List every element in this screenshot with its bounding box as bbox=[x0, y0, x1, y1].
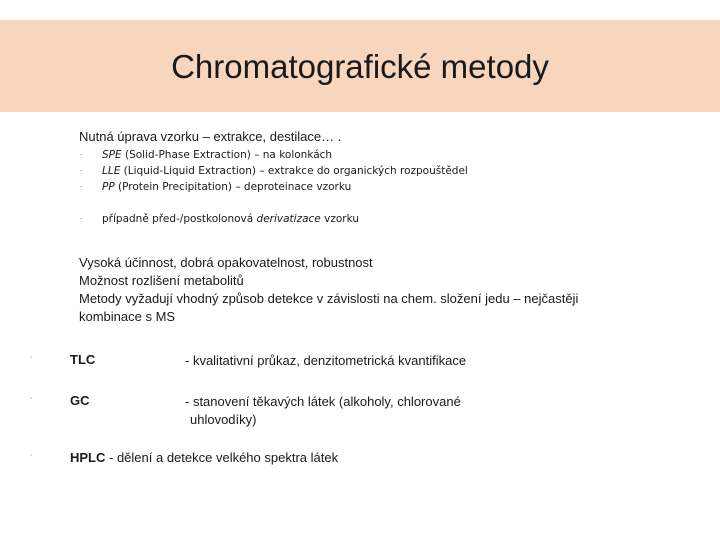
technique-desc bbox=[185, 393, 461, 429]
bullet-icon: · bbox=[80, 151, 83, 159]
item-abbr: LLE bbox=[102, 165, 121, 177]
list-item bbox=[80, 147, 468, 163]
bullet-icon: · bbox=[30, 395, 33, 402]
item-text: (Protein Precipitation) – deproteinace vzorku bbox=[114, 181, 352, 193]
list-item bbox=[80, 179, 468, 195]
technique-line bbox=[70, 450, 338, 465]
bullet-icon: · bbox=[80, 183, 83, 191]
item-text: (Solid-Phase Extraction) – na kolonkách bbox=[121, 149, 333, 161]
desc-line: uhlovodíky) bbox=[190, 412, 257, 427]
technique-name: GC bbox=[70, 393, 90, 408]
intro-text: Nutná úprava vzorku – extrakce, destilace… . bbox=[79, 129, 342, 144]
item-text: vzorku bbox=[320, 213, 359, 225]
paragraph-line: kombinace s MS bbox=[79, 309, 176, 324]
list-item bbox=[80, 211, 468, 227]
technique-desc: - kvalitativní průkaz, denzitometrická kvantifikace bbox=[185, 353, 467, 368]
item-text: případně před-/postkolonová bbox=[102, 213, 257, 225]
paragraph-line: Možnost rozlišení metabolitů bbox=[79, 273, 244, 288]
item-text: (Liquid-Liquid Extraction) – extrakce do organických rozpouštědel bbox=[120, 165, 468, 177]
slide-title: Chromatografické metody bbox=[171, 48, 549, 85]
paragraph-line: Metody vyžadují vhodný způsob detekce v závislosti na chem. složení jedu – nejčastěji bbox=[79, 291, 579, 306]
technique-name: HPLC bbox=[70, 450, 106, 465]
item-abbr: PP bbox=[102, 181, 115, 193]
bullet-icon: · bbox=[80, 167, 83, 175]
list-item bbox=[80, 163, 468, 179]
bullet-icon: · bbox=[30, 452, 33, 459]
bullet-icon: · bbox=[80, 215, 83, 223]
bullet-icon: · bbox=[30, 354, 33, 361]
sample-prep-list bbox=[80, 147, 468, 227]
item-italic: derivatizace bbox=[256, 213, 321, 225]
technique-name: TLC bbox=[70, 352, 96, 367]
technique-desc: - dělení a detekce velkého spektra látek bbox=[105, 450, 339, 465]
summary-paragraph bbox=[79, 254, 578, 326]
paragraph-line: Vysoká účinnost, dobrá opakovatelnost, robustnost bbox=[79, 255, 373, 270]
desc-line: - stanovení těkavých látek (alkoholy, chlorované bbox=[185, 394, 461, 409]
item-abbr: SPE bbox=[102, 149, 122, 161]
